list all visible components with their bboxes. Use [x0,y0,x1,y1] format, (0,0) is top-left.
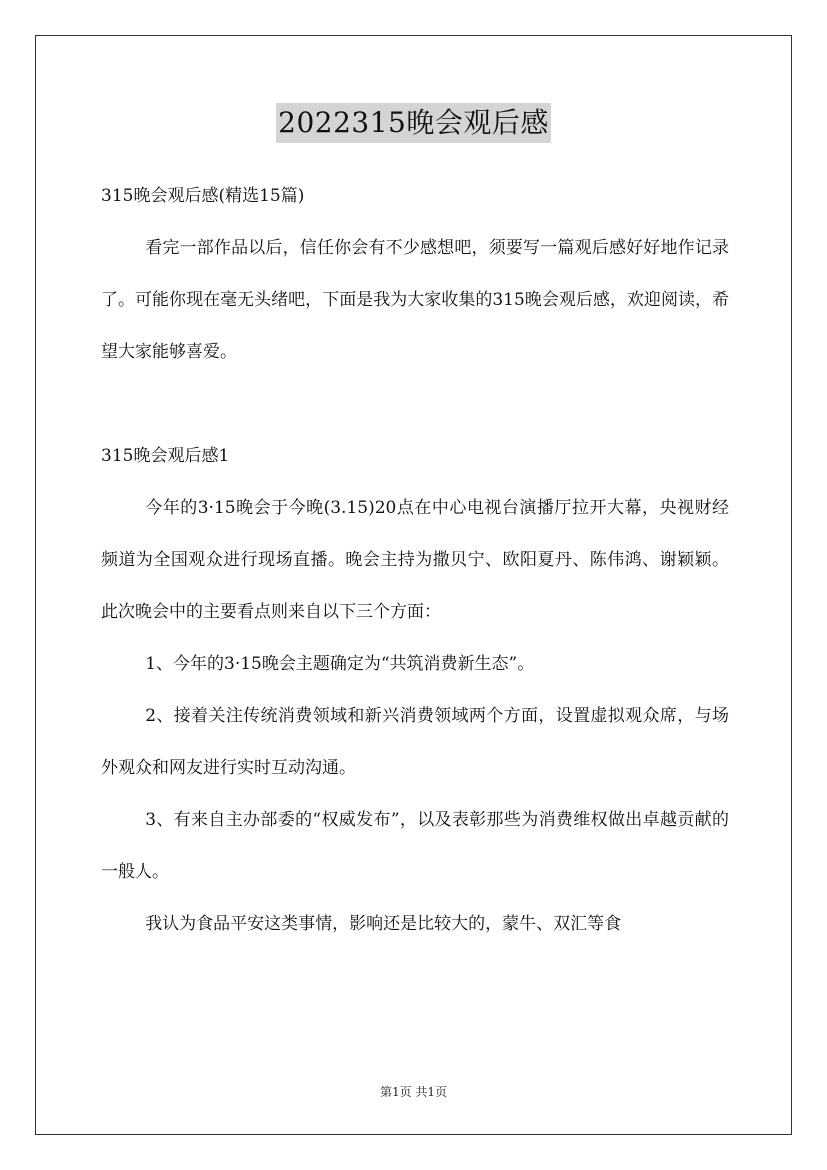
document-subtitle: 315晚会观后感(精选15篇) [101,186,305,206]
body-paragraph: 我认为食品平安这类事情，影响还是比较大的，蒙牛、双汇等食 [145,914,622,934]
list-item-2: 2、接着关注传统消费领域和新兴消费领域两个方面，设置虚拟观众席，与场外观众和网友进行实时互动沟通。 [101,706,729,778]
document-body [101,170,729,950]
list-item-1: 1、今年的3·15晚会主题确定为“共筑消费新生态”。 [145,654,535,674]
paragraph-spacer [101,378,729,430]
document-title: 2022315晚会观后感 [276,103,551,143]
list-item-3: 3、有来自主办部委的“权威发布”，以及表彰那些为消费维权做出卓越贡献的一般人。 [101,810,729,882]
page-number: 第1页 共1页 [379,1085,448,1099]
intro-paragraph: 看完一部作品以后，信任你会有不少感想吧，须要写一篇观后感好好地作记录了。可能你现在毫无头绪吧，下面是我为大家收集的315晚会观后感，欢迎阅读，希望大家能够喜爱。 [101,238,729,362]
section-heading: 315晚会观后感1 [101,446,230,466]
title-container [0,103,827,143]
body-paragraph: 今年的3·15晚会于今晚(3.15)20点在中心电视台演播厅拉开大幕，央视财经频道为全国观众进行现场直播。晚会主持为撒贝宁、欧阳夏丹、陈伟鸿、谢颖颖。此次晚会中的主要看点则来自以下三个方面： [101,498,729,622]
page-footer [0,1084,827,1100]
